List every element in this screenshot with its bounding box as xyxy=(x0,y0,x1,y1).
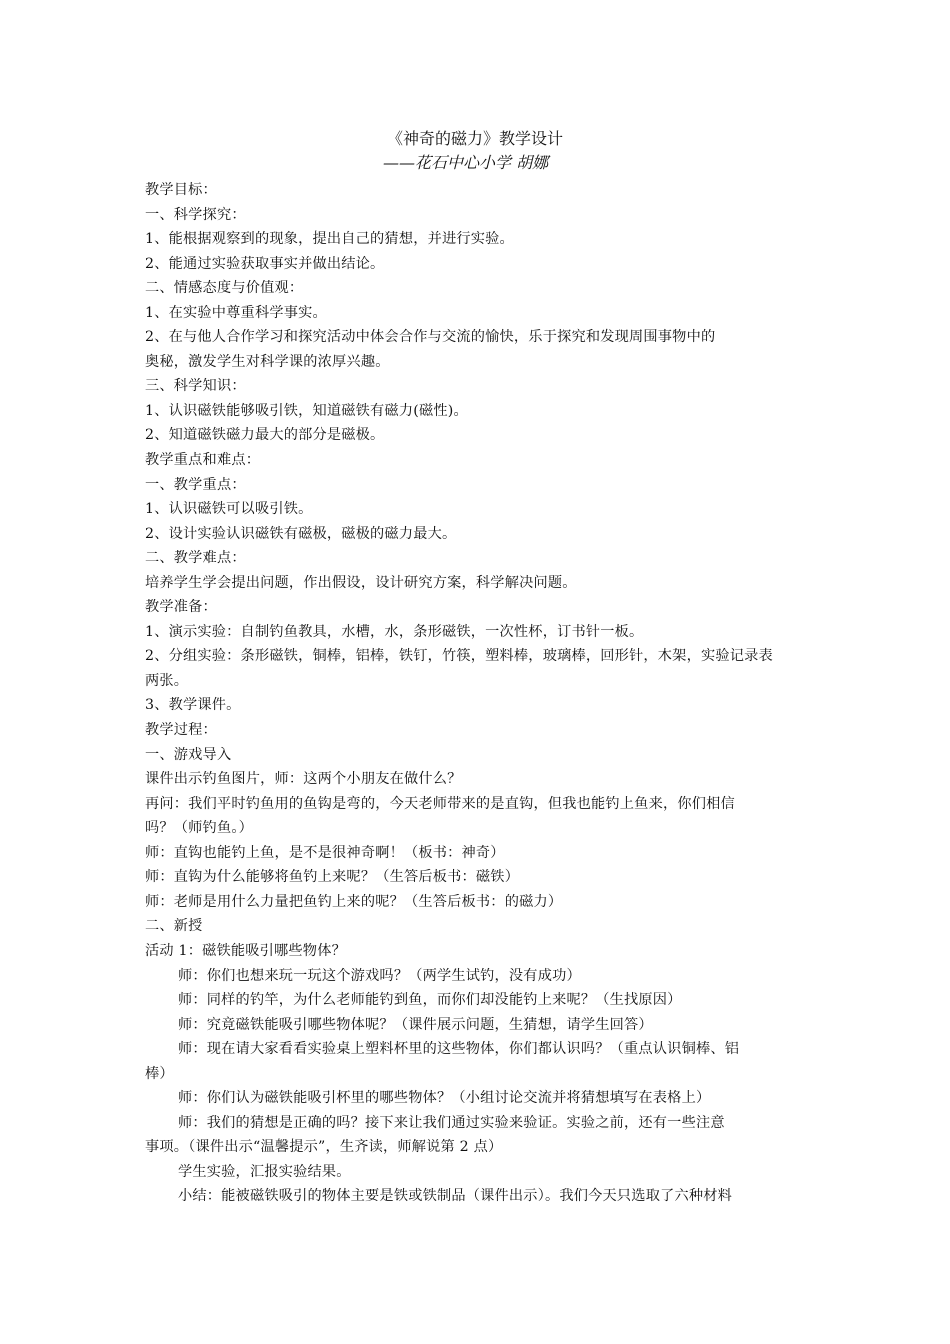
text-line: 一、教学重点： xyxy=(145,476,246,493)
text-line: 师：直钩也能钓上鱼，是不是很神奇啊！（板书：神奇） xyxy=(145,844,505,861)
text-line: 1、演示实验：自制钓鱼教具，水槽，水，条形磁铁，一次性杯，订书针一板。 xyxy=(145,623,644,640)
text-line: 师：我们的猜想是正确的吗？接下来让我们通过实验来验证。实验之前，还有一些注意 xyxy=(178,1114,725,1131)
text-line: 二、新授 xyxy=(145,918,203,935)
text-line: 1、在实验中尊重科学事实。 xyxy=(145,304,327,321)
text-line: 培养学生学会提出问题，作出假设，设计研究方案，科学解决问题。 xyxy=(145,574,577,591)
text-line: 一、游戏导入 xyxy=(145,746,232,763)
text-line: 师：你们也想来玩一玩这个游戏吗？（两学生试钓，没有成功） xyxy=(178,967,581,984)
text-line: 师：同样的钓竿，为什么老师能钓到鱼，而你们却没能钓上来呢？（生找原因） xyxy=(178,992,682,1009)
text-line: 教学重点和难点： xyxy=(145,452,261,469)
document-subtitle: ——花石中心小学 胡娜 xyxy=(383,153,549,172)
text-line: 教学过程： xyxy=(145,722,217,739)
text-line: 吗？（师钓鱼。） xyxy=(145,820,254,837)
document-body xyxy=(145,178,813,1209)
text-line: 三、科学知识： xyxy=(145,378,246,395)
text-line: 课件出示钓鱼图片，师：这两个小朋友在做什么？ xyxy=(145,771,462,788)
text-line: 1、能根据观察到的现象，提出自己的猜想，并进行实验。 xyxy=(145,231,514,248)
text-line: 2、在与他人合作学习和探究活动中体会合作与交流的愉快，乐于探究和发现周围事物中的 xyxy=(145,329,716,346)
text-line: 2、知道磁铁磁力最大的部分是磁极。 xyxy=(145,427,385,444)
text-line: 师：究竟磁铁能吸引哪些物体呢？（课件展示问题，生猜想，请学生回答） xyxy=(178,1016,653,1033)
text-line: 小结：能被磁铁吸引的物体主要是铁或铁制品（课件出示）。我们今天只选取了六种材料 xyxy=(178,1188,733,1205)
text-line: 师：直钩为什么能够将鱼钓上来呢？（生答后板书：磁铁） xyxy=(145,869,520,886)
text-line: 1、认识磁铁能够吸引铁，知道磁铁有磁力(磁性)。 xyxy=(145,402,468,419)
text-line: 师：你们认为磁铁能吸引杯里的哪些物体？（小组讨论交流并将猜想填写在表格上） xyxy=(178,1090,711,1107)
text-line: 两张。 xyxy=(145,672,189,689)
text-line: 活动 1：磁铁能吸引哪些物体？ xyxy=(145,942,346,959)
text-line: 奥秘，激发学生对科学课的浓厚兴趣。 xyxy=(145,353,390,370)
text-line: 学生实验，汇报实验结果。 xyxy=(178,1163,351,1180)
text-line: 2、能通过实验获取事实并做出结论。 xyxy=(145,255,385,272)
text-line: 师：老师是用什么力量把鱼钓上来的呢？（生答后板书：的磁力） xyxy=(145,893,563,910)
text-line: 1、认识磁铁可以吸引铁。 xyxy=(145,501,313,518)
document-title: 《神奇的磁力》教学设计 xyxy=(386,129,563,148)
text-line: 教学准备： xyxy=(145,599,217,616)
text-line: 再问：我们平时钓鱼用的鱼钩是弯的，今天老师带来的是直钩，但我也能钓上鱼来，你们相信 xyxy=(145,795,735,812)
text-line: 二、教学难点： xyxy=(145,550,246,567)
text-line: 一、科学探究： xyxy=(145,206,246,223)
text-line: 师：现在请大家看看实验桌上塑料杯里的这些物体，你们都认识吗？（重点认识铜棒、铝 xyxy=(178,1041,740,1058)
text-line: 2、设计实验认识磁铁有磁极，磁极的磁力最大。 xyxy=(145,525,457,542)
text-line: 事项。（课件出示“温馨提示”，生齐读，师解说第 2 点） xyxy=(145,1139,503,1156)
text-line: 二、情感态度与价值观： xyxy=(145,280,304,297)
text-line: 3、教学课件。 xyxy=(145,697,241,714)
text-line: 棒） xyxy=(145,1065,174,1082)
text-line: 教学目标： xyxy=(145,182,217,198)
text-line: 2、分组实验：条形磁铁，铜棒，铝棒，铁钉，竹筷，塑料棒，玻璃棒，回形针，木架，实验记录表 xyxy=(145,648,773,665)
